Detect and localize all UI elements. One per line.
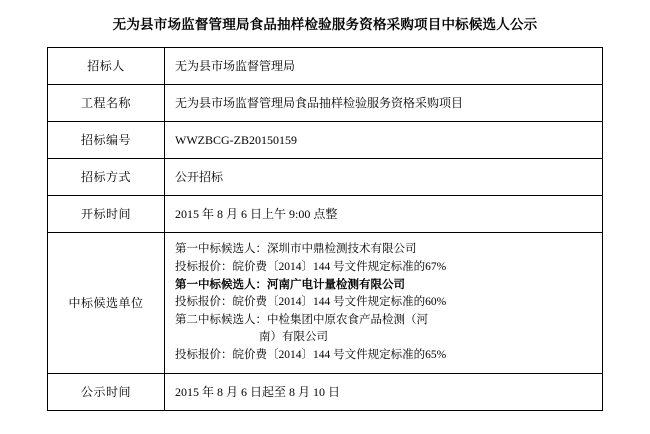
row-label-notice-time: 公示时间 <box>48 373 165 410</box>
candidates-block <box>175 241 592 365</box>
row-label-bid-method: 招标方式 <box>48 158 165 195</box>
table-row <box>48 195 603 232</box>
row-label-open-time: 开标时间 <box>48 195 165 232</box>
row-value-project-name: 无为县市场监督管理局食品抽样检验服务资格采购项目 <box>165 84 603 121</box>
row-label-candidates: 中标候选单位 <box>48 232 165 373</box>
table-row <box>48 158 603 195</box>
row-value-open-time: 2015 年 8 月 6 日上午 9:00 点整 <box>165 195 603 232</box>
row-label-bid-number: 招标编号 <box>48 121 165 158</box>
candidate-line-1: 第一中标候选人：深圳市中鼎检测技术有限公司 <box>175 242 417 255</box>
table-row <box>48 121 603 158</box>
table-row-candidates <box>48 232 603 373</box>
row-value-notice-time: 2015 年 8 月 6 日起至 8 月 10 日 <box>165 373 603 410</box>
candidate-line-1-bold: 第一中标候选人：河南广电计量检测有限公司 <box>175 278 405 291</box>
candidate-price-2: 投标报价：皖价费〔2014〕144 号文件规定标准的65% <box>175 348 447 361</box>
candidate-line-2-text: 第二中标候选人：中检集团中原农食产品检测（河 <box>175 314 428 327</box>
candidate-line-2 <box>175 312 592 347</box>
candidate-price-1: 投标报价：皖价费〔2014〕144 号文件规定标准的67% <box>175 260 447 273</box>
bid-info-table <box>47 47 603 411</box>
row-value-candidates <box>165 232 603 373</box>
row-value-bid-number: WWZBCG-ZB20150159 <box>165 121 603 158</box>
row-label-bidder: 招标人 <box>48 47 165 84</box>
row-value-bidder: 无为县市场监督管理局 <box>165 47 603 84</box>
table-row <box>48 84 603 121</box>
page-title: 无为县市场监督管理局食品抽样检验服务资格采购项目中标候选人公示 <box>112 17 538 32</box>
table-row <box>48 373 603 410</box>
candidate-price-1-bold: 投标报价：皖价费〔2014〕144 号文件规定标准的60% <box>175 296 447 309</box>
row-value-bid-method: 公开招标 <box>165 158 603 195</box>
table-row <box>48 47 603 84</box>
row-label-project-name: 工程名称 <box>48 84 165 121</box>
candidate-line-2-cont: 南）有限公司 <box>259 330 328 343</box>
